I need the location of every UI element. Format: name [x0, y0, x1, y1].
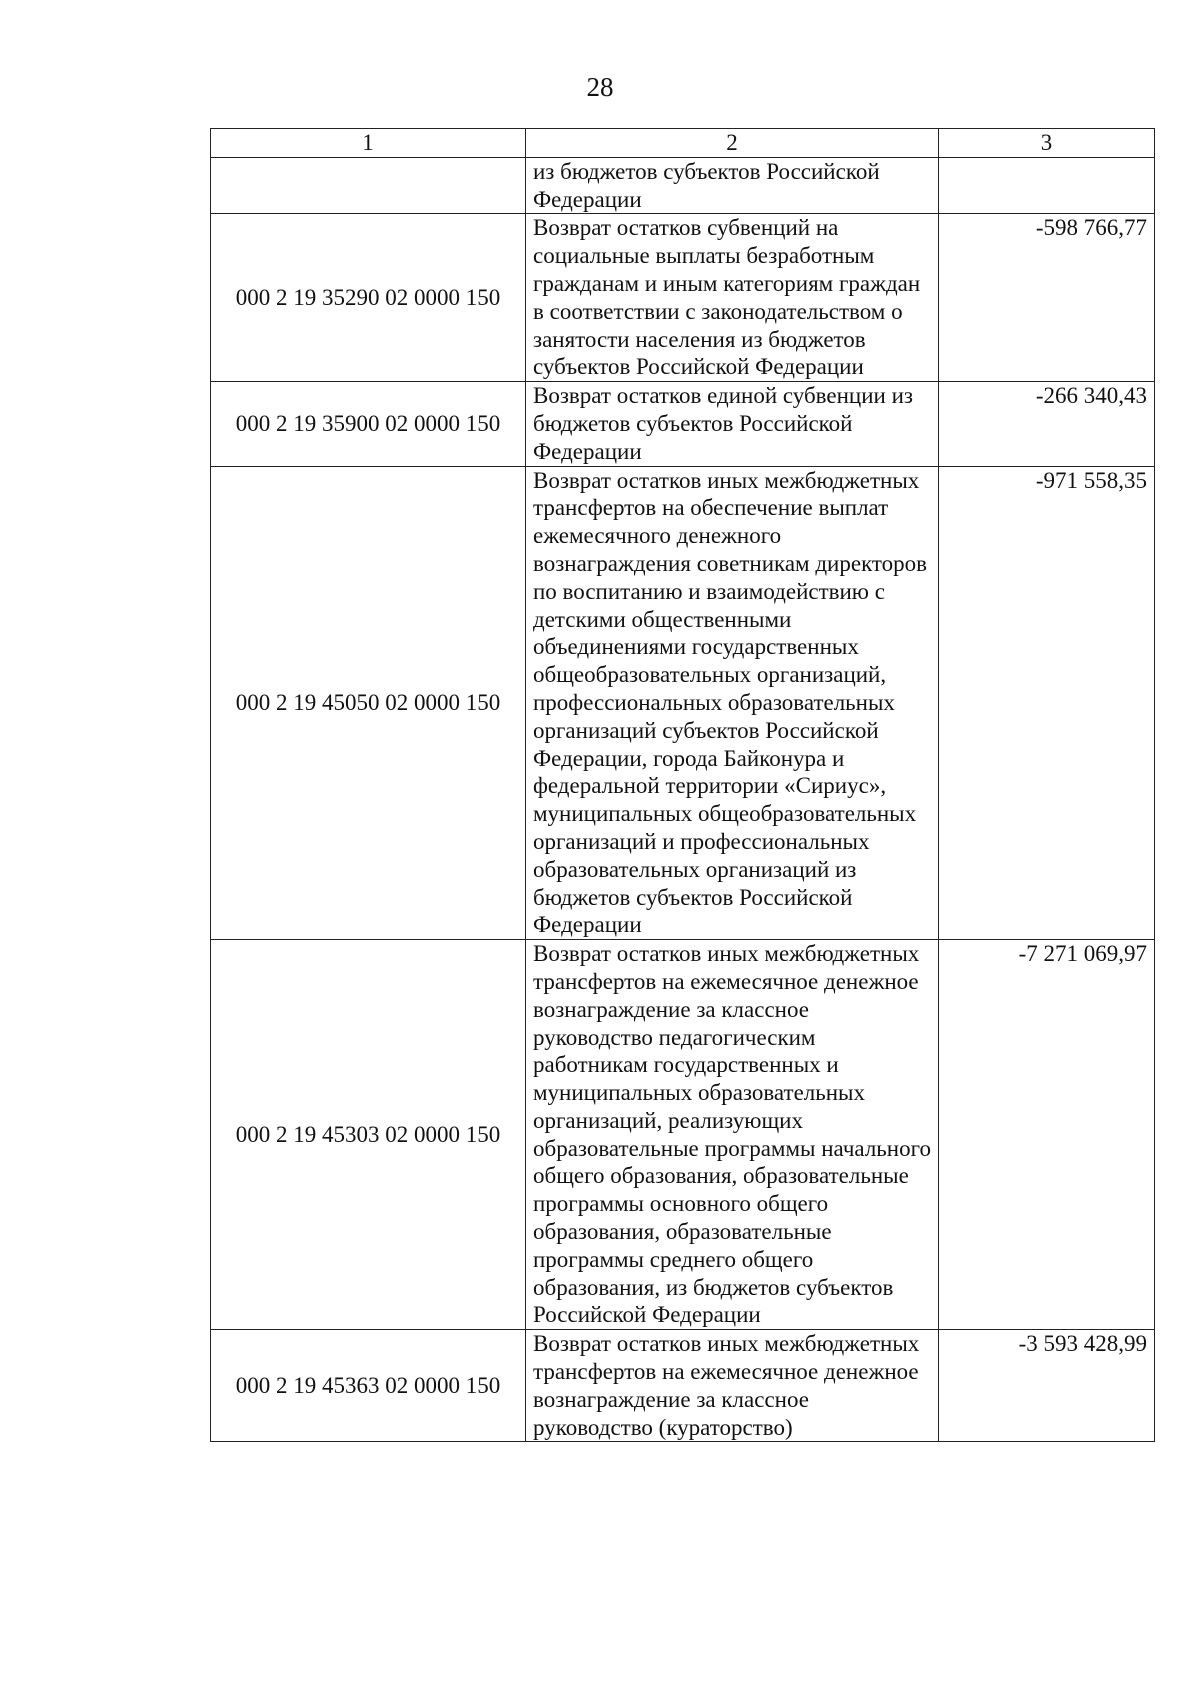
amount: -3 593 428,99	[939, 1330, 1155, 1442]
amount: -7 271 069,97	[939, 940, 1155, 1330]
budget-code	[211, 157, 526, 214]
amount: -598 766,77	[939, 214, 1155, 382]
description: Возврат остатков субвенций на социальные выплаты безработным гражданам и иным категориям граждан в соответствии с законодательством о занятости населения из бюджетов субъектов Российской Федерации	[526, 214, 939, 382]
description: Возврат остатков иных межбюджетных трансфертов на ежемесячное денежное вознаграждение за классное руководство (кураторство)	[526, 1330, 939, 1442]
description: из бюджетов субъектов Российской Федерации	[526, 157, 939, 214]
description: Возврат остатков единой субвенции из бюджетов субъектов Российской Федерации	[526, 382, 939, 466]
table-row	[211, 214, 1155, 382]
amount: -266 340,43	[939, 382, 1155, 466]
description: Возврат остатков иных межбюджетных трансфертов на ежемесячное денежное вознаграждение за классное руководство педагогическим работникам государственных и муниципальных образовательных организаций, реализующих образовательные программы начального общего образования, образовательные программы основного общего образования, образовательные программы среднего общего образования, из бюджетов субъектов Российской Федерации	[526, 940, 939, 1330]
column-header-3: 3	[939, 129, 1155, 158]
amount: -971 558,35	[939, 466, 1155, 940]
budget-table	[210, 128, 1155, 1442]
budget-code: 000 2 19 45363 02 0000 150	[211, 1330, 526, 1442]
budget-code: 000 2 19 45050 02 0000 150	[211, 466, 526, 940]
budget-code: 000 2 19 45303 02 0000 150	[211, 940, 526, 1330]
table-row	[211, 157, 1155, 214]
table-row	[211, 940, 1155, 1330]
budget-code: 000 2 19 35900 02 0000 150	[211, 382, 526, 466]
table-row	[211, 466, 1155, 940]
table-row	[211, 382, 1155, 466]
amount	[939, 157, 1155, 214]
column-header-1: 1	[211, 129, 526, 158]
column-header-2: 2	[526, 129, 939, 158]
description: Возврат остатков иных межбюджетных трансфертов на обеспечение выплат ежемесячного денежного вознаграждения советникам директоров по воспитанию и взаимодействию с детскими общественными объединениями государственных общеобразовательных организаций, профессиональных образовательных организаций субъектов Российской Федерации, города Байконура и федеральной территории «Сириус», муниципальных общеобразовательных организаций и профессиональных образовательных организаций из бюджетов субъектов Российской Федерации	[526, 466, 939, 940]
table-row	[211, 1330, 1155, 1442]
budget-code: 000 2 19 35290 02 0000 150	[211, 214, 526, 382]
table-header-row	[211, 129, 1155, 158]
page-number: 28	[586, 72, 614, 102]
